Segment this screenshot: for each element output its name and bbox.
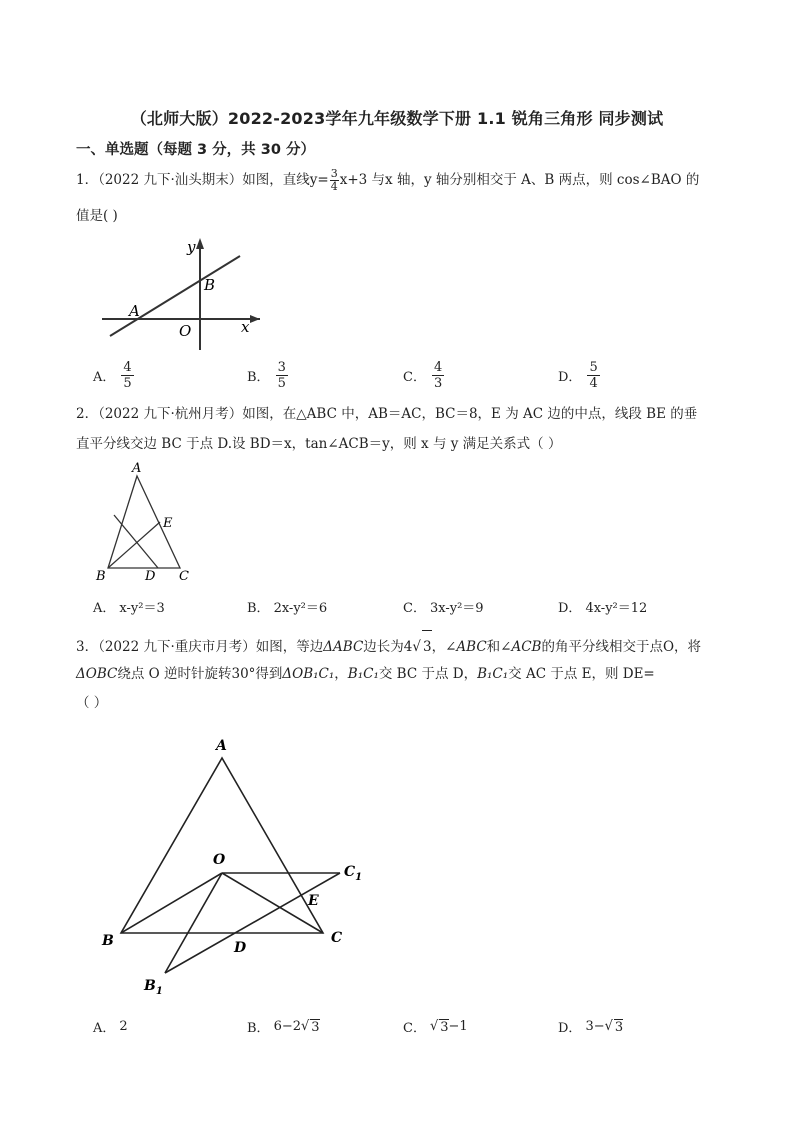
origin-label: O	[179, 322, 192, 340]
section-heading: 一、单选题（每题 3 分，共 30 分）	[76, 142, 315, 158]
point-c-label: C	[179, 569, 189, 584]
question-3-text-cont: ΔOBC绕点 O 逆时针旋转30°得到ΔOB₁C₁，B₁C₁交 BC 于点 D，B₁C₁交 AC 于点 E，则 DE=	[76, 666, 655, 682]
q2-option-b[interactable]: B． 2x-y²＝6	[247, 601, 328, 616]
point-a-label: A	[132, 461, 142, 476]
question-number: 1．	[76, 172, 99, 188]
point-e-label: E	[163, 516, 173, 531]
q2-option-d[interactable]: D． 4x-y²＝12	[558, 601, 648, 616]
q1-option-d[interactable]: D． 5 4	[558, 360, 598, 391]
question-1-text-cont: 值是( )	[76, 208, 118, 224]
q3-option-c[interactable]: C． √ 3 −1	[403, 1018, 468, 1036]
y-label: y	[187, 238, 196, 256]
line-graph	[110, 256, 240, 336]
perpendicular-bisector	[114, 515, 158, 568]
point-d-label: D	[145, 569, 156, 584]
question-source: （2022 九下·杭州月考）	[98, 406, 243, 422]
question-1-text	[76, 164, 726, 196]
point-o-label: O	[213, 852, 226, 868]
question-stem: 如图，在△ABC 中，AB＝AC，BC＝8，E 为 AC 边的中点，线段 BE 的垂	[242, 406, 698, 422]
point-b-label: B	[96, 569, 106, 584]
question-number: 3．	[76, 639, 99, 655]
triangle-abc	[121, 758, 323, 933]
x-label: x	[241, 318, 250, 336]
page-title: （北师大版）2022-2023学年九年级数学下册 1.1 锐角三角形 同步测试	[130, 109, 664, 128]
question-3-text-end: （ ）	[76, 695, 108, 711]
x-axis-arrow	[250, 315, 260, 323]
q3-option-d[interactable]: D． 3− √ 3	[558, 1018, 624, 1036]
q2-option-c[interactable]: C． 3x-y²＝9	[403, 601, 484, 616]
q1-option-a[interactable]: A． 4 5	[93, 360, 132, 391]
q2-option-a[interactable]: A． x-y²＝3	[93, 601, 165, 616]
slope-fraction: $\frac{3}{4}$	[330, 167, 338, 193]
point-d-label: D	[234, 940, 247, 956]
question-stem: 如图，直线y=	[242, 172, 329, 188]
point-c1-label: $C_1$	[344, 864, 363, 883]
question-2-text-cont: 直平分线交边 BC 于点 D.设 BD＝x，tan∠ACB＝y，则 x 与 y 满足关系式（ ）	[76, 436, 562, 452]
point-b-label: B	[204, 276, 216, 294]
question-1-figure	[95, 232, 265, 357]
segment-b1c1	[165, 873, 343, 973]
point-a-label: A	[216, 738, 227, 754]
y-axis-arrow	[196, 238, 204, 249]
question-source: （2022 九下·重庆市月考）	[98, 639, 256, 655]
point-a-label: A	[129, 302, 140, 320]
question-3-figure	[95, 730, 385, 1000]
q3-option-a[interactable]: A． 2	[93, 1019, 128, 1036]
q1-option-c[interactable]: C． 4 3	[403, 360, 443, 391]
question-2-figure	[92, 460, 202, 590]
question-number: 2．	[76, 406, 99, 422]
segment-ob1	[165, 873, 222, 973]
q1-option-b[interactable]: B． 3 5	[247, 360, 286, 391]
question-2-text	[76, 398, 726, 430]
point-b-label: B	[102, 933, 114, 949]
point-e-label: E	[308, 893, 319, 909]
point-c-label: C	[331, 930, 343, 946]
question-source: （2022 九下·汕头期末）	[98, 172, 243, 188]
segment-ob	[121, 873, 222, 933]
question-stem: x+3 与x 轴，y 轴分别相交于 A、B 两点，则 cos∠BAO 的	[339, 172, 700, 188]
question-3-text: 3．（2022 九下·重庆市月考）如图，等边ΔABC边长为4√ 3，∠ABC和∠ACB的角平分线相交于点O，将	[76, 630, 726, 663]
q3-option-b[interactable]: B． 6−2 √ 3	[247, 1018, 320, 1036]
point-b1-label: $B_1$	[144, 978, 163, 997]
